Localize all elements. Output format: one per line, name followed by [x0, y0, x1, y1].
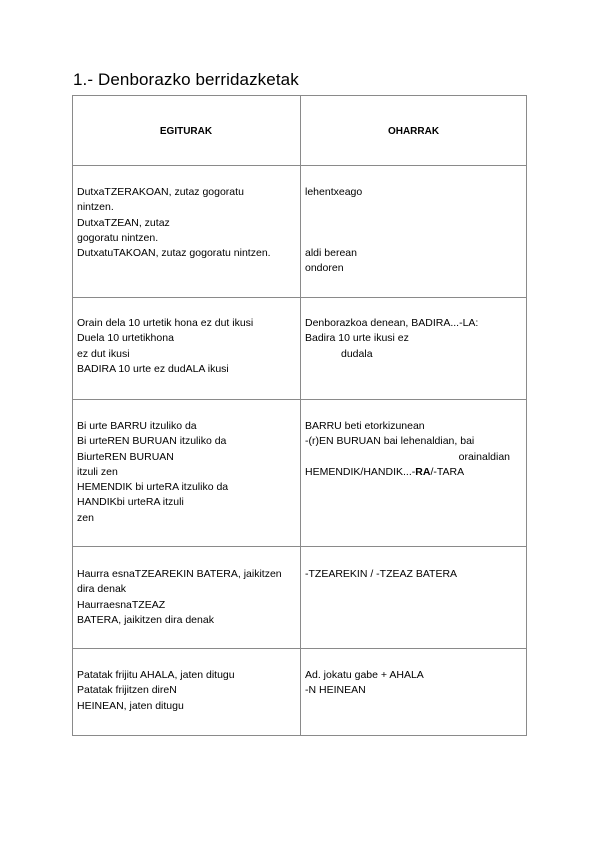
row-1-egiturak: DutxaTZERAKOAN, zutaz gogoratu nintzen. DutxaTZEAN, zutaz gogoratu nintzen. DutxatuTAKOAN, zutaz gogoratu nintzen. [77, 186, 271, 260]
row-5-oharrak: Ad. jokatu gabe + AHALA -N HEINEAN [305, 669, 424, 697]
row-3-oharrak: BARRU beti etorkizunean -(r)EN BURUAN bai lehenaldian, bai orainaldian HEMENDIK/HANDIK...-RA/-TARA [305, 420, 510, 478]
row-5-egiturak: Patatak frijitu AHALA, jaten ditugu Patatak frijitzen direN HEINEAN, jaten ditugu [77, 669, 235, 712]
header-egiturak: EGITURAK [159, 126, 213, 137]
row-4-oharrak: -TZEAREKIN / -TZEAZ BATERA [305, 568, 458, 580]
row-3-egiturak: Bi urte BARRU itzuliko da Bi urteREN BURUAN itzuliko da BiurteREN BURUAN itzuli zen HEMENDIK bi urteRA itzuliko da HANDIKbi urteRA itzuli zen [77, 420, 229, 524]
row-divider [72, 297, 527, 298]
row-divider [72, 165, 527, 166]
column-divider [300, 95, 301, 736]
row-1-oharrak-a: lehentxeago [305, 186, 363, 198]
page-title: 1.- Denborazko berridazketak [73, 70, 299, 89]
header-oharrak: OHARRAK [387, 126, 440, 137]
row-divider [72, 399, 527, 400]
row-2-oharrak: Denborazkoa denean, BADIRA...-LA: Badira 10 urte ikusi ez dudala [305, 317, 479, 360]
row-divider [72, 648, 527, 649]
row-4-egiturak: Haurra esnaTZEAREKIN BATERA, jaikitzen dira denak HaurraesnaTZEAZ BATERA, jaikitzen dira denak [77, 568, 282, 626]
row-1-oharrak-b: aldi berean ondoren [305, 247, 357, 275]
row-divider [72, 546, 527, 547]
row-2-egiturak: Orain dela 10 urtetik hona ez dut ikusi Duela 10 urtetikhona ez dut ikusi BADIRA 10 urte ez dudALA ikusi [77, 317, 254, 375]
